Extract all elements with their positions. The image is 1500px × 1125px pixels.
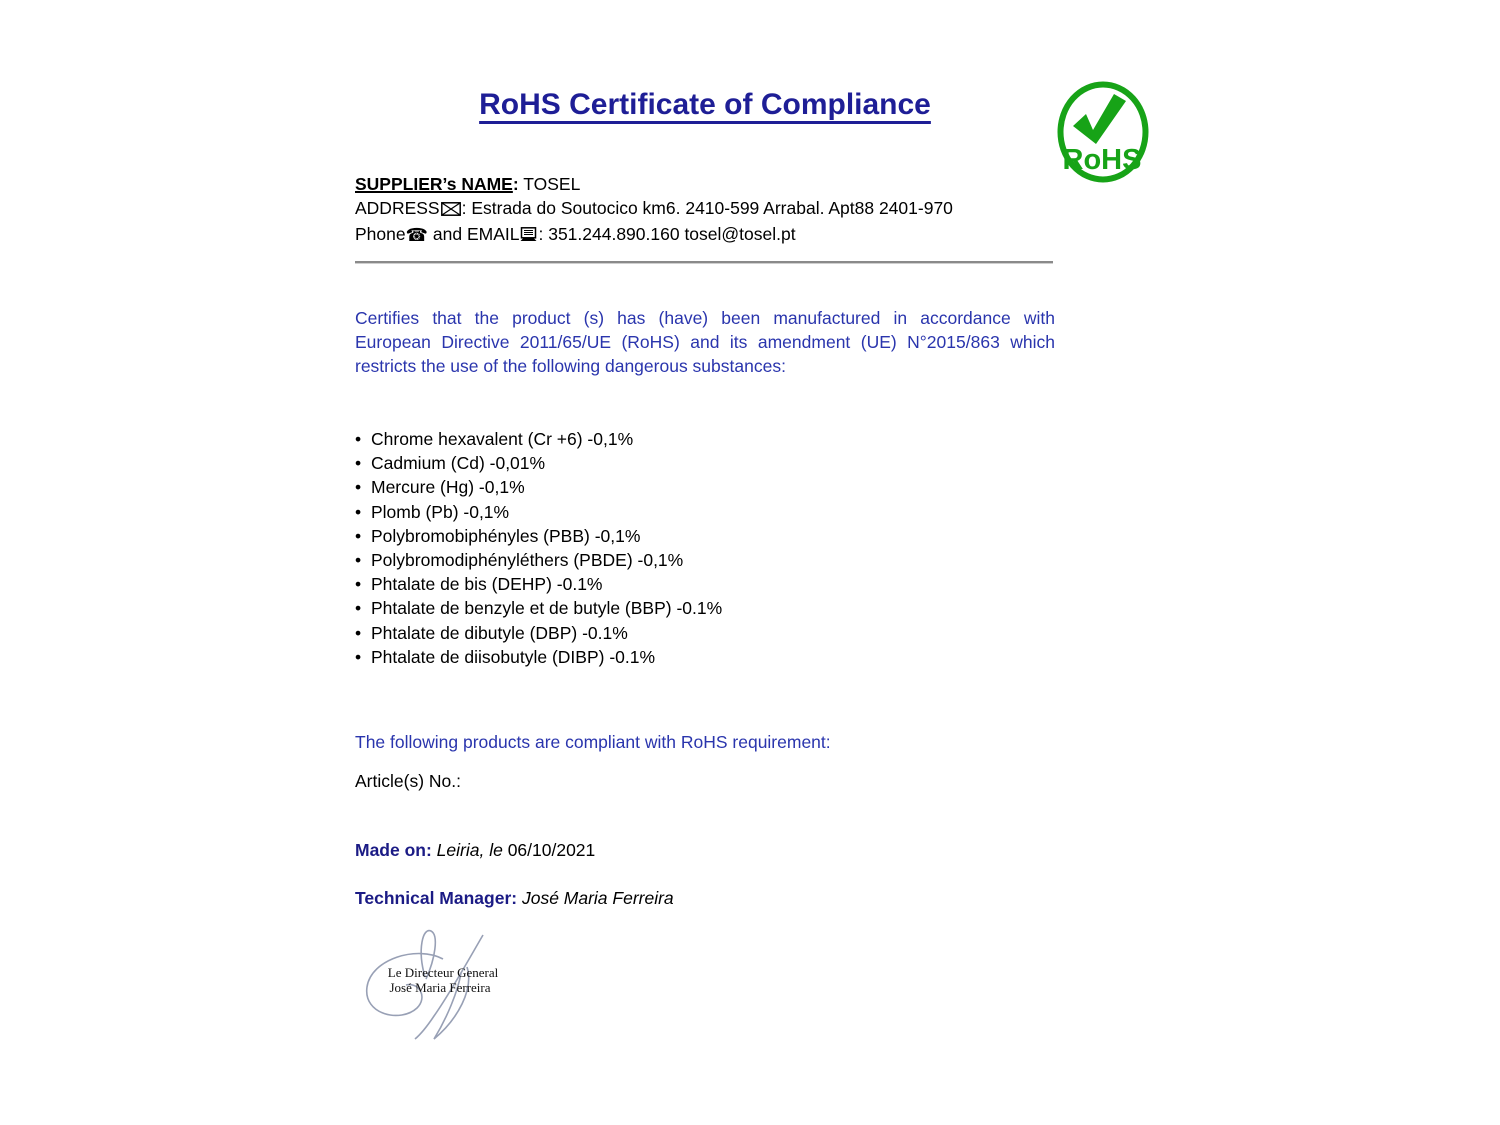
supplier-name-line bbox=[355, 172, 1055, 196]
technical-manager-line bbox=[355, 888, 1055, 909]
signature-block bbox=[355, 915, 530, 1060]
computer-icon bbox=[520, 224, 537, 248]
rohs-logo bbox=[1056, 80, 1150, 184]
address-label: ADDRESS bbox=[355, 198, 440, 218]
phone-icon: ☎ bbox=[405, 225, 429, 246]
divider-rule bbox=[355, 261, 1053, 264]
substance-item: • Polybromobiphényles (PBB) -0,1% bbox=[355, 524, 1055, 548]
signature-scribble bbox=[355, 915, 530, 1060]
substance-item: • Phtalate de dibutyle (DBP) -0.1% bbox=[355, 621, 1055, 645]
certification-line-1: Certifies that the product (s) has (have) been manufactured in accordance with bbox=[355, 308, 1055, 328]
made-on-place: Leiria, le bbox=[431, 840, 508, 860]
substance-item: • Cadmium (Cd) -0,01% bbox=[355, 451, 1055, 475]
address-value: : Estrada do Soutocico km6. 2410-599 Arrabal. Apt88 2401-970 bbox=[461, 198, 953, 218]
rohs-logo-label: RoHS bbox=[1062, 144, 1142, 176]
and-email-label: and EMAIL bbox=[428, 224, 520, 244]
page-title bbox=[355, 88, 1055, 122]
supplier-name-value: TOSEL bbox=[518, 174, 581, 194]
contact-value: : 351.244.890.160 tosel@tosel.pt bbox=[538, 224, 796, 244]
substance-item: • Mercure (Hg) -0,1% bbox=[355, 475, 1055, 499]
substance-item: • Phtalate de bis (DEHP) -0.1% bbox=[355, 572, 1055, 596]
articles-label: Article(s) No.: bbox=[355, 771, 461, 791]
signature-title: Le Directeur General bbox=[387, 965, 499, 980]
certification-line-2: European Directive 2011/65/UE (RoHS) and its amendment (UE) N°2015/863 which bbox=[355, 332, 1055, 352]
substance-item: • Chrome hexavalent (Cr +6) -0,1% bbox=[355, 427, 1055, 451]
supplier-contact-line bbox=[355, 222, 1055, 248]
signature-name: José Maria Ferreira bbox=[389, 980, 491, 995]
made-on-date: 06/10/2021 bbox=[507, 840, 596, 860]
supplier-address-line bbox=[355, 196, 1055, 222]
made-on-label: Made on: bbox=[355, 840, 432, 860]
envelope-icon bbox=[441, 198, 461, 222]
certification-line-3: restricts the use of the following dangerous substances: bbox=[355, 356, 786, 376]
compliance-statement: The following products are compliant with RoHS requirement: bbox=[355, 732, 831, 752]
substance-item: • Polybromodiphényléthers (PBDE) -0,1% bbox=[355, 548, 1055, 572]
supplier-name-label: SUPPLIER’s NAME bbox=[355, 174, 513, 194]
page-title-text: RoHS Certificate of Compliance bbox=[479, 88, 931, 121]
substances-list bbox=[355, 427, 1055, 669]
substance-item: • Phtalate de benzyle et de butyle (BBP) -0.1% bbox=[355, 596, 1055, 620]
rohs-logo-graphic bbox=[1056, 80, 1150, 184]
supplier-block bbox=[355, 172, 1055, 248]
supplier-name-colon: : bbox=[512, 174, 519, 194]
phone-label: Phone bbox=[355, 224, 406, 244]
certification-paragraph bbox=[355, 306, 1055, 378]
technical-manager-label: Technical Manager: bbox=[355, 888, 518, 908]
checkmark-icon bbox=[1073, 94, 1126, 144]
substance-item: • Phtalate de diisobutyle (DIBP) -0.1% bbox=[355, 645, 1055, 669]
technical-manager-name: José Maria Ferreira bbox=[517, 888, 674, 908]
substance-item: • Plomb (Pb) -0,1% bbox=[355, 500, 1055, 524]
made-on-line bbox=[355, 840, 1055, 861]
